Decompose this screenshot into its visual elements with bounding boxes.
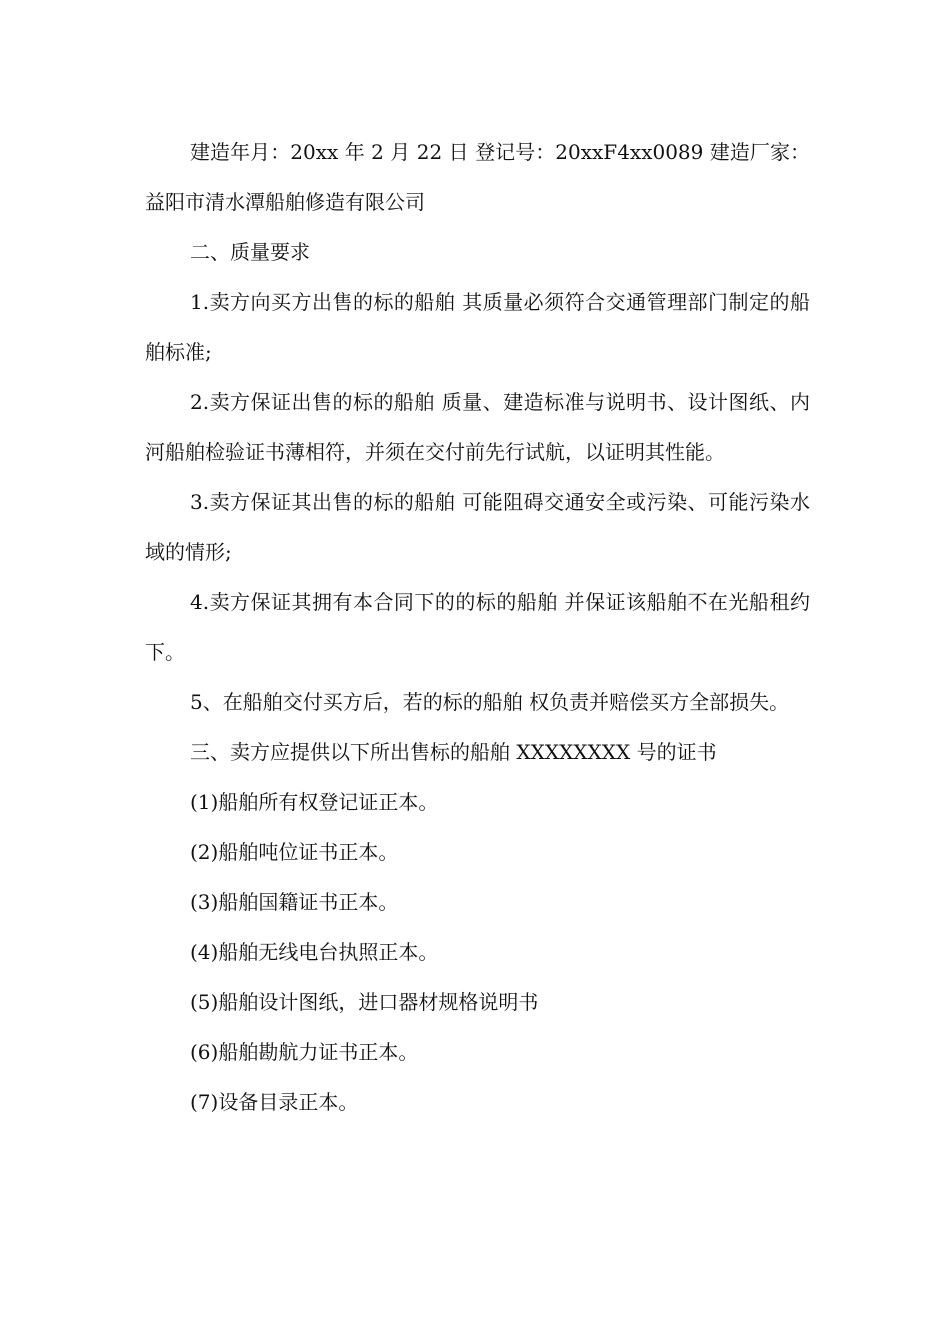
paragraph-build-info: 建造年月：20xx 年 2 月 22 日 登记号：20xxF4xx0089 建造厂家：益阳市清水潭船舶修造有限公司 [145, 140, 810, 214]
document-body [145, 127, 810, 1127]
section-heading-certificates: 三、卖方应提供以下所出售标的船舶 XXXXXXXX 号的证书 [190, 740, 717, 764]
list-item-certificate-4: (4)船舶无线电台执照正本。 [190, 940, 439, 964]
paragraph-quality-4: 4.卖方保证其拥有本合同下的的标的船舶 并保证该船舶不在光船租约下。 [145, 590, 810, 664]
paragraph-quality-3: 3.卖方保证其出售的标的船舶 可能阻碍交通安全或污染、可能污染水域的情形; [145, 490, 810, 564]
paragraph-quality-1: 1.卖方向买方出售的标的船舶 其质量必须符合交通管理部门制定的船舶标准; [145, 290, 810, 364]
list-item-certificate-3: (3)船舶国籍证书正本。 [190, 890, 399, 914]
list-item-certificate-7: (7)设备目录正本。 [190, 1090, 359, 1114]
list-item-certificate-2: (2)船舶吨位证书正本。 [190, 840, 399, 864]
list-item-certificate-6: (6)船舶勘航力证书正本。 [190, 1040, 419, 1064]
list-item-certificate-1: (1)船舶所有权登记证正本。 [190, 790, 439, 814]
paragraph-quality-2: 2.卖方保证出售的标的船舶 质量、建造标准与说明书、设计图纸、内河船舶检验证书薄相符，并须在交付前先行试航，以证明其性能。 [145, 390, 810, 464]
paragraph-quality-5: 5、在船舶交付买方后，若的标的船舶 权负责并赔偿买方全部损失。 [190, 690, 790, 714]
list-item-certificate-5: (5)船舶设计图纸，进口器材规格说明书 [190, 990, 539, 1014]
section-heading-quality: 二、质量要求 [190, 240, 310, 264]
